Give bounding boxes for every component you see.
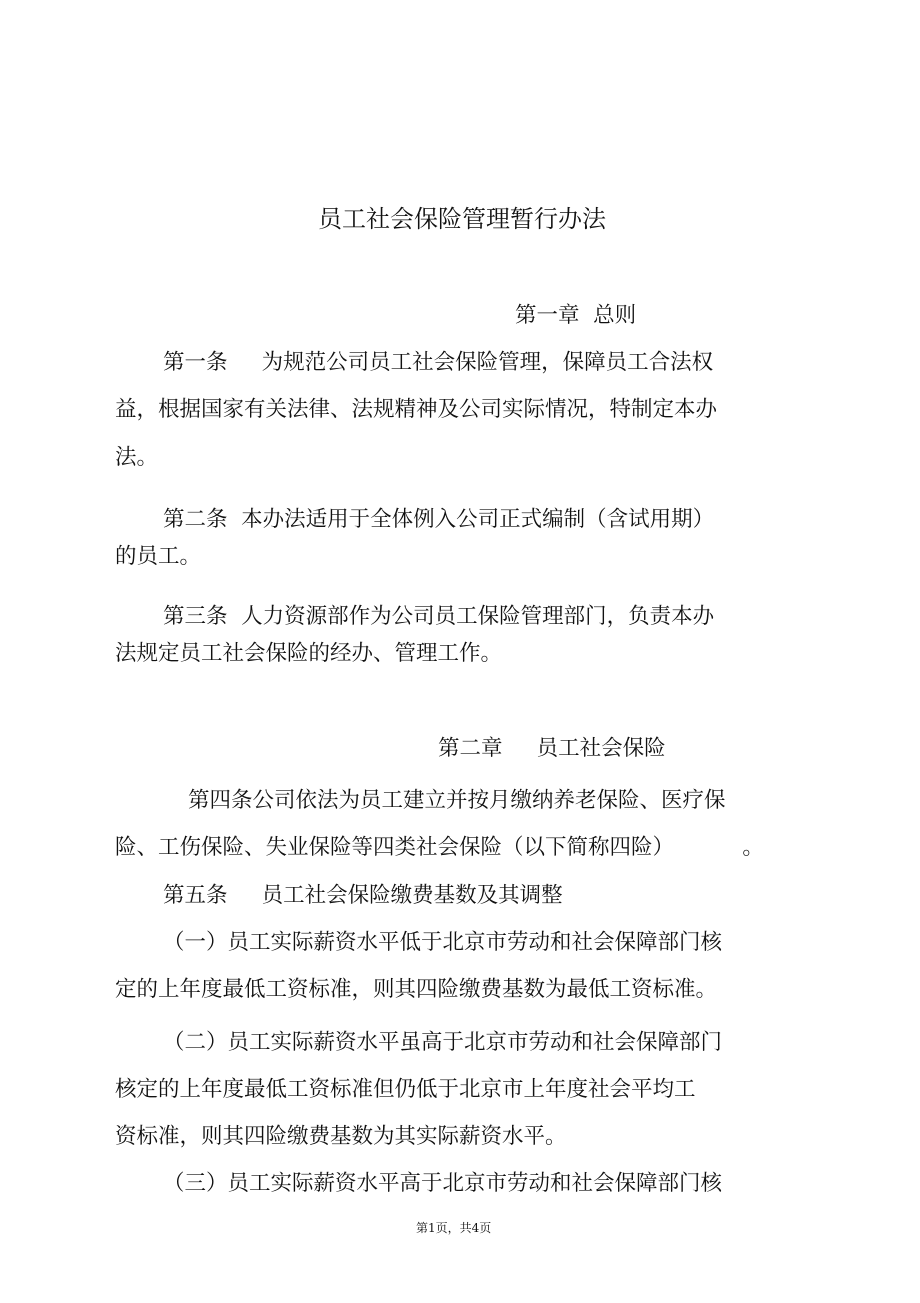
- chapter-heading: 第二章 员工社会保险: [438, 736, 666, 761]
- paragraph-line: 益，根据国家有关法律、法规精神及公司实际情况，特制定本办: [115, 397, 718, 422]
- paragraph-line: 法。: [115, 445, 159, 470]
- paragraph-line: 的员工。: [115, 544, 202, 569]
- paragraph-line: 险、工伤保险、失业保险等四类社会保险（以下简称四险） 。: [115, 835, 764, 860]
- document-title: 员工社会保险管理暂行办法: [318, 205, 606, 233]
- paragraph-line: 第一条 为规范公司员工社会保险管理，保障员工合法权: [163, 350, 714, 375]
- paragraph-line: 定的上年度最低工资标准，则其四险缴费基数为最低工资标准。: [115, 977, 718, 1002]
- paragraph-line: （三）员工实际薪资水平高于北京市劳动和社会保障部门核: [163, 1171, 723, 1196]
- paragraph-line: （一）员工实际薪资水平低于北京市劳动和社会保障部门核: [163, 930, 723, 955]
- paragraph-line: 法规定员工社会保险的经办、管理工作。: [115, 641, 503, 666]
- article-heading: 第五条 员工社会保险缴费基数及其调整: [163, 883, 563, 908]
- page-footer: 第1页，共4页: [416, 1221, 492, 1235]
- paragraph-line: 第三条 人力资源部作为公司员工保险管理部门，负责本办: [163, 604, 715, 629]
- paragraph-line: 资标准，则其四险缴费基数为其实际薪资水平。: [115, 1124, 567, 1149]
- paragraph-line: 第二条 本办法适用于全体例入公司正式编制（含试用期）: [163, 507, 715, 532]
- paragraph-line: 第四条公司依法为员工建立并按月缴纳养老保险、医疗保: [188, 788, 726, 813]
- paragraph-line: （二）员工实际薪资水平虽高于北京市劳动和社会保障部门: [163, 1030, 723, 1055]
- chapter-heading: 第一章 总则: [515, 303, 637, 328]
- paragraph-line: 核定的上年度最低工资标准但仍低于北京市上年度社会平均工: [115, 1077, 696, 1102]
